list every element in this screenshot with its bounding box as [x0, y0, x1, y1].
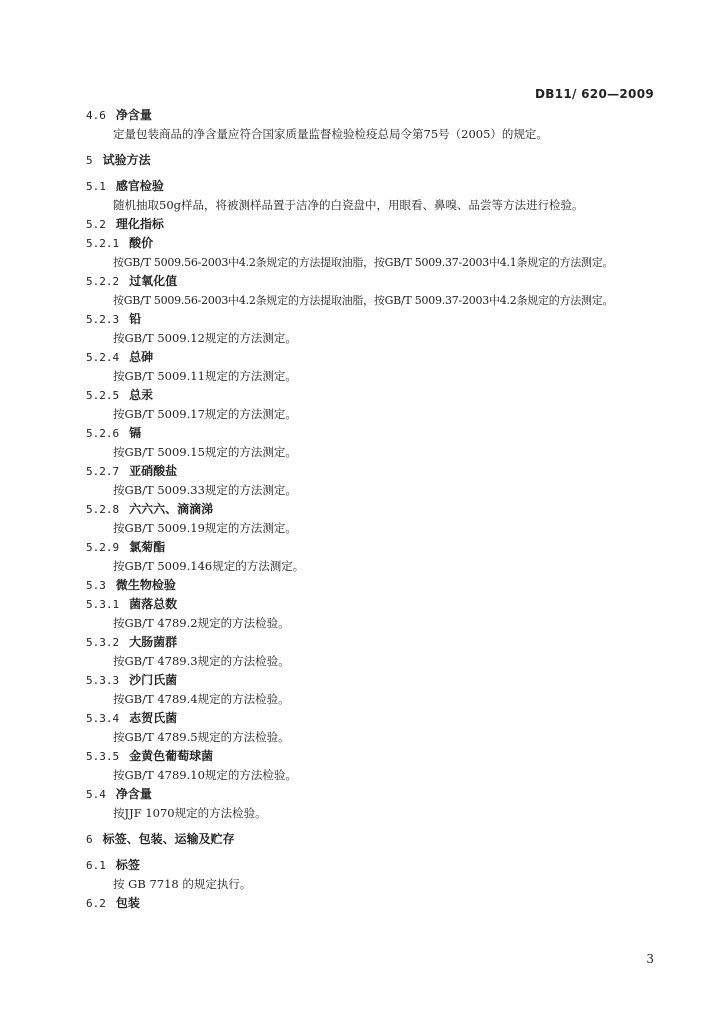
- clause-number: 5.4: [86, 788, 106, 801]
- subsection-heading: [86, 671, 666, 690]
- clause-title: 沙门氏菌: [129, 673, 178, 687]
- paragraph-text: 按GB/T 5009.146规定的方法测定。: [113, 559, 305, 573]
- subsection-heading: [86, 633, 666, 652]
- page-number: 3: [646, 952, 654, 966]
- section-heading: [86, 830, 666, 849]
- clause-number: 6.1: [86, 859, 106, 872]
- clause-number: 6: [86, 833, 93, 846]
- clause-title: 感官检验: [115, 179, 164, 193]
- subsection-heading: [86, 310, 666, 329]
- subsection-heading: [86, 462, 666, 481]
- paragraph-text: 按GB/T 5009.33规定的方法测定。: [113, 483, 297, 497]
- paragraph-text: 按GB/T 5009.56-2003中4.2条规定的方法提取油脂，按GB/T 5009.37-2003中4.2条规定的方法测定。: [113, 294, 614, 307]
- clause-number: 5.2.2: [86, 275, 120, 288]
- clause-title: 净含量: [115, 787, 152, 801]
- paragraph-text: 按GB/T 4789.5规定的方法检验。: [113, 730, 290, 744]
- subsection-heading: [86, 177, 666, 196]
- subsection-heading: [86, 576, 666, 595]
- clause-title: 试验方法: [102, 153, 151, 167]
- clause-title: 氯菊酯: [129, 540, 166, 554]
- document-body: [86, 106, 666, 913]
- clause-number: 5.3.4: [86, 712, 120, 725]
- clause-title: 大肠菌群: [129, 635, 178, 649]
- clause-title: 微生物检验: [115, 578, 176, 592]
- clause-title: 金黄色葡萄球菌: [129, 749, 214, 763]
- subsection-heading: [86, 709, 666, 728]
- paragraph-text: 按GB/T 5009.12规定的方法测定。: [113, 331, 297, 345]
- clause-title: 镉: [129, 426, 142, 440]
- paragraph-text: 按GB/T 4789.4规定的方法检验。: [113, 692, 290, 706]
- clause-title: 菌落总数: [129, 597, 178, 611]
- paragraph-text: 按GB/T 5009.15规定的方法测定。: [113, 445, 297, 459]
- paragraph-text: 按GB/T 5009.17规定的方法测定。: [113, 407, 297, 421]
- subsection-heading: [86, 215, 666, 234]
- clause-number: 5.1: [86, 180, 106, 193]
- clause-title: 铅: [129, 312, 142, 326]
- subsection-heading: [86, 747, 666, 766]
- clause-number: 5.2.8: [86, 503, 120, 516]
- clause-title: 理化指标: [115, 217, 164, 231]
- clause-number: 5.3.1: [86, 598, 120, 611]
- clause-number: 5: [86, 154, 93, 167]
- clause-number: 5.3.3: [86, 674, 120, 687]
- clause-title: 标签: [115, 858, 140, 872]
- subsection-heading: [86, 500, 666, 519]
- subsection-heading: [86, 424, 666, 443]
- clause-number: 5.2.9: [86, 541, 120, 554]
- clause-number: 5.3: [86, 579, 106, 592]
- clause-title: 总砷: [129, 350, 154, 364]
- clause-title: 净含量: [115, 108, 152, 122]
- subsection-heading: [86, 348, 666, 367]
- clause-title: 过氧化值: [129, 274, 178, 288]
- subsection-heading: [86, 856, 666, 875]
- document-code: DB11/ 620—2009: [534, 87, 654, 101]
- clause-title: 志贺氏菌: [129, 711, 178, 725]
- paragraph-text: 按GB/T 4789.10规定的方法检验。: [113, 768, 297, 782]
- subsection-heading: [86, 894, 666, 913]
- section-heading: [86, 151, 666, 170]
- paragraph-text: 按GB/T 4789.3规定的方法检验。: [113, 654, 290, 668]
- paragraph-text: 按JJF 1070规定的方法检验。: [113, 806, 267, 820]
- paragraph-text: 按 GB 7718 的规定执行。: [113, 877, 252, 891]
- paragraph-text: 定量包装商品的净含量应符合国家质量监督检验检疫总局令第75号（2005）的规定。: [113, 127, 548, 141]
- clause-number: 4.6: [86, 109, 106, 122]
- clause-number: 5.2.5: [86, 389, 120, 402]
- clause-title: 总汞: [129, 388, 154, 402]
- clause-number: 5.2: [86, 218, 106, 231]
- subsection-heading: [86, 386, 666, 405]
- clause-number: 5.2.3: [86, 313, 120, 326]
- clause-number: 5.2.1: [86, 237, 120, 250]
- clause-number: 5.2.7: [86, 465, 120, 478]
- clause-title: 亚硝酸盐: [129, 464, 178, 478]
- subsection-heading: [86, 785, 666, 804]
- subsection-heading: [86, 234, 666, 253]
- subsection-heading: [86, 106, 666, 125]
- clause-number: 5.3.2: [86, 636, 120, 649]
- clause-title: 包装: [115, 896, 140, 910]
- clause-number: 5.2.6: [86, 427, 120, 440]
- clause-title: 六六六、滴滴涕: [129, 502, 214, 516]
- subsection-heading: [86, 272, 666, 291]
- paragraph-text: 按GB/T 5009.19规定的方法测定。: [113, 521, 297, 535]
- subsection-heading: [86, 595, 666, 614]
- clause-number: 5.3.5: [86, 750, 120, 763]
- paragraph-text: 随机抽取50g样品，将被测样品置于洁净的白瓷盘中，用眼看、鼻嗅、品尝等方法进行检验。: [113, 198, 584, 212]
- clause-title: 标签、包装、运输及贮存: [102, 832, 235, 846]
- clause-number: 6.2: [86, 897, 106, 910]
- paragraph-text: 按GB/T 5009.11规定的方法测定。: [113, 369, 297, 383]
- clause-number: 5.2.4: [86, 351, 120, 364]
- paragraph-text: 按GB/T 5009.56-2003中4.2条规定的方法提取油脂，按GB/T 5009.37-2003中4.1条规定的方法测定。: [113, 256, 614, 269]
- clause-title: 酸价: [129, 236, 154, 250]
- paragraph-text: 按GB/T 4789.2规定的方法检验。: [113, 616, 290, 630]
- subsection-heading: [86, 538, 666, 557]
